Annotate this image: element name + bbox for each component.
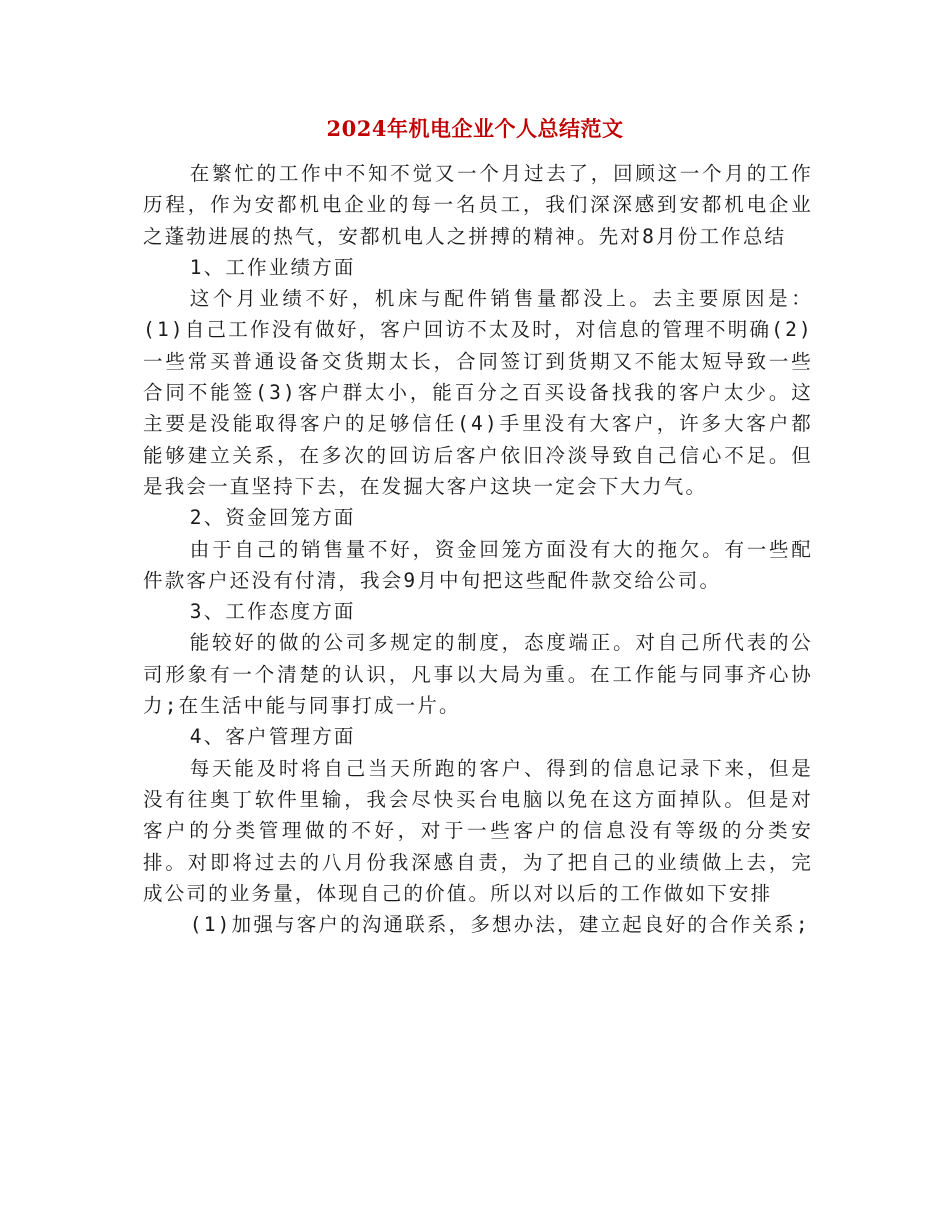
document-body xyxy=(143,158,813,940)
paragraph-customer: 每天能及时将自己当天所跑的客户、得到的信息记录下来，但是没有往奥丁软件里输，我会尽快买台电脑以免在这方面掉队。但是对客户的分类管理做的不好，对于一些客户的信息没有等级的分类安排。对即将过去的八月份我深感自责，为了把自己的业绩做上去，完成公司的业务量，体现自己的价值。所以对以后的工作做如下安排 xyxy=(143,756,813,905)
paragraph-attitude: 能较好的做的公司多规定的制度，态度端正。对自己所代表的公司形象有一个清楚的认识，凡事以大局为重。在工作能与同事齐心协力;在生活中能与同事打成一片。 xyxy=(143,631,813,718)
section-heading-customer: 4、客户管理方面 xyxy=(189,725,356,749)
section-heading-funds: 2、资金回笼方面 xyxy=(189,506,356,530)
section-heading-performance: 1、工作业绩方面 xyxy=(189,255,356,279)
paragraph-plan-item-1: (1)加强与客户的沟通联系，多想办法，建立起良好的合作关系; xyxy=(189,913,810,937)
document-title: 2024年机电企业个人总结范文 xyxy=(326,116,624,141)
paragraph-intro: 在繁忙的工作中不知不觉又一个月过去了，回顾这一个月的工作历程，作为安都机电企业的每一名员工，我们深深感到安都机电企业之蓬勃进展的热气，安都机电人之拼搏的精神。先对8月份工作总结 xyxy=(143,162,813,248)
paragraph-funds: 由于自己的销售量不好，资金回笼方面没有大的拖欠。有一些配件款客户还没有付清，我会9月中旬把这些配件款交给公司。 xyxy=(143,537,813,592)
paragraph-performance: 这个月业绩不好，机床与配件销售量都没上。去主要原因是：(1)自己工作没有做好，客户回访不太及时，对信息的管理不明确(2)一些常买普通设备交货期太长，合同签订到货期又不能太短导致一些合同不能签(3)客户群太小，能百分之百买设备找我的客户太少。这主要是没能取得客户的足够信任(4)手里没有大客户，许多大客户都能够建立关系，在多次的回访后客户依旧冷淡导致自己信心不足。但是我会一直坚持下去，在发掘大客户这块一定会下大力气。 xyxy=(143,287,813,498)
section-heading-attitude: 3、工作态度方面 xyxy=(189,600,356,624)
